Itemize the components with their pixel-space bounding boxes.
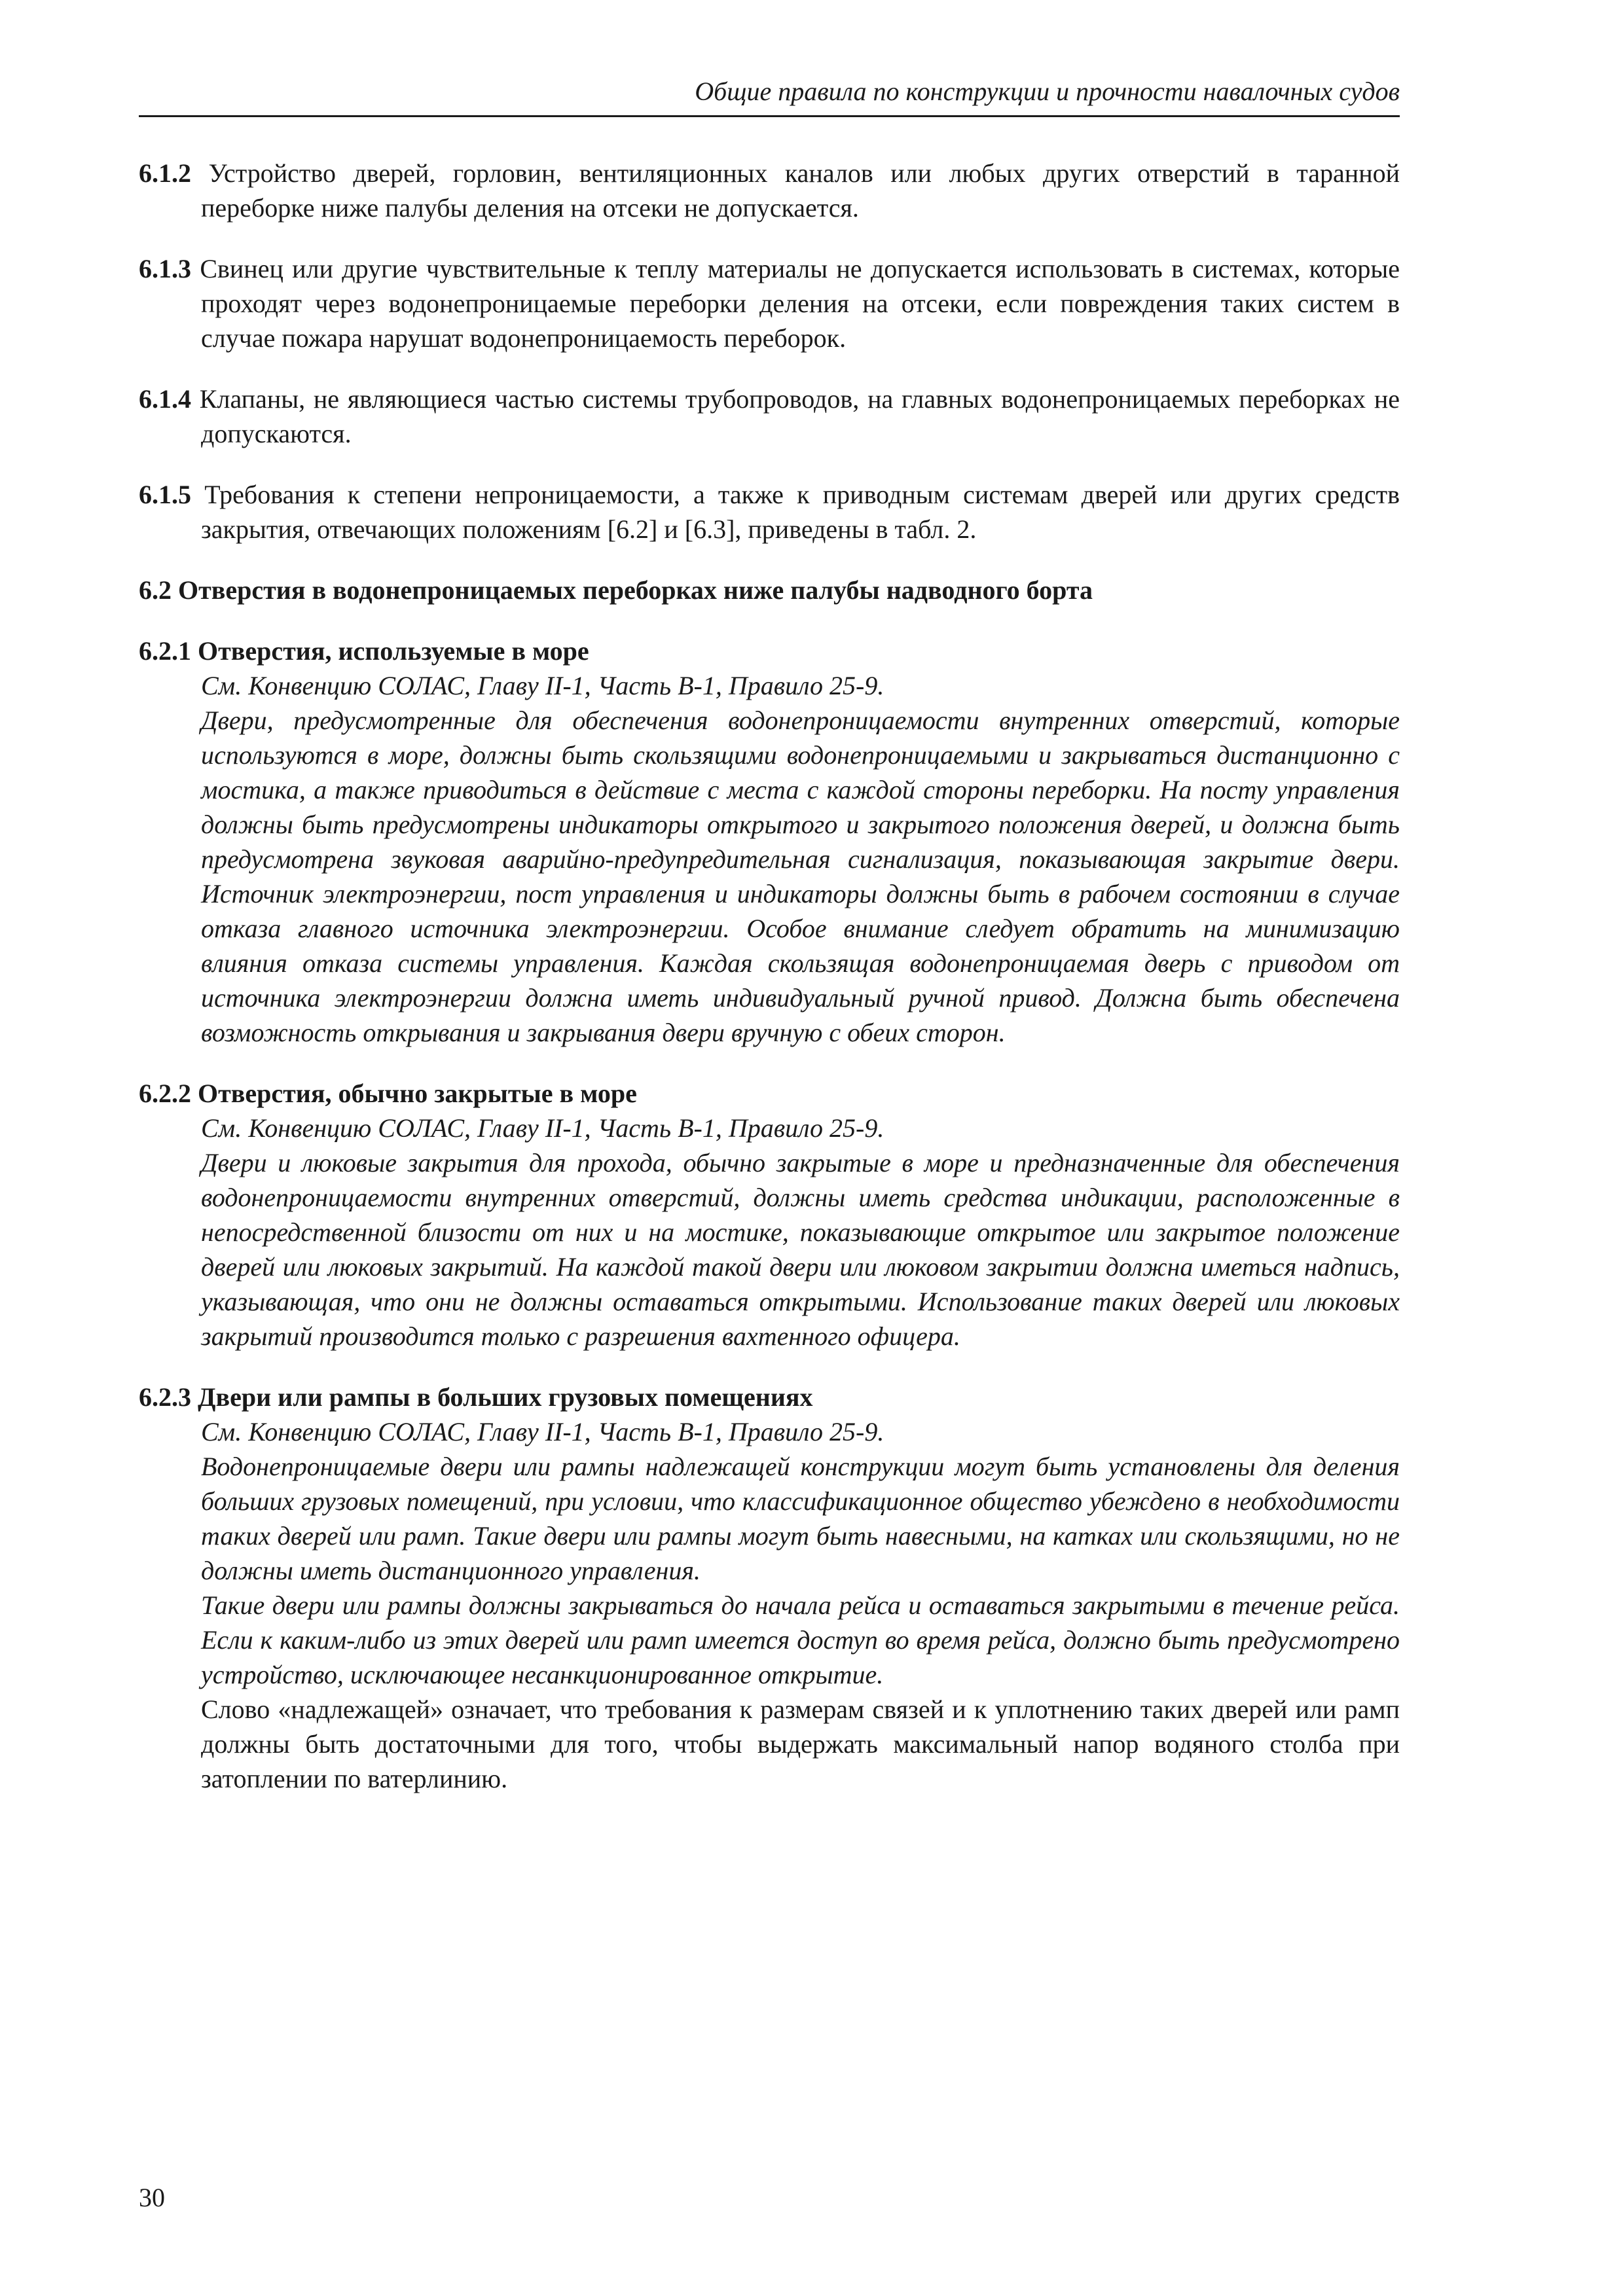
subsection-text: Водонепроницаемые двери или рампы надлежащей конструкции могут быть установлены для деления больших грузовых помещений, при условии, что классификационное общество убеждено в необходимости таких дверей или рамп. Такие двери или рампы могут быть навесными, на катках или скользящими, но не должны иметь дистанционного управления. xyxy=(201,1452,1400,1585)
section-title-6-2: 6.2 Отверстия в водонепроницаемых переборках ниже палубы надводного борта xyxy=(139,575,1093,605)
convention-reference: См. Конвенцию СОЛАС, Главу II-1, Часть B-1, Правило 25-9. xyxy=(201,1417,884,1446)
subsection-number: 6.2.2 xyxy=(139,1079,191,1108)
page-body xyxy=(139,156,1400,1822)
page-number: 30 xyxy=(139,2183,165,2212)
paragraph-number: 6.1.3 xyxy=(139,254,191,283)
paragraph-number: 6.1.2 xyxy=(139,158,191,188)
subsection-6-2-2 xyxy=(139,1076,1400,1354)
header-rule xyxy=(139,115,1400,117)
convention-reference: См. Конвенцию СОЛАС, Главу II-1, Часть B-1, Правило 25-9. xyxy=(201,1113,884,1143)
subsection-text-continued: Такие двери или рампы должны закрываться до начала рейса и оставаться закрытыми в течение рейса. Если к каким-либо из этих дверей или рамп имеется доступ во время рейса, должно быть предусмотрено устройство, исключающее несанкционированное открытие. xyxy=(201,1590,1400,1689)
subsection-title: Отверстия, обычно закрытые в море xyxy=(198,1079,637,1108)
subsection-text: Двери и люковые закрытия для прохода, обычно закрытые в море и предназначенные для обеспечения водонепроницаемости внутренних отверстий, должны иметь средства индикации, расположенные в непосредственной близости от них и на мостике, показывающие открытое или закрытое положение дверей или люковых закрытий. На каждой такой двери или люковом закрытии должна иметься надпись, указывающая, что они не должны оставаться открытыми. Использование таких дверей или люковых закрытий производится только с разрешения вахтенного офицера. xyxy=(201,1148,1400,1351)
paragraph-6-1-5 xyxy=(139,477,1400,547)
paragraph-text: Клапаны, не являющиеся частью системы трубопроводов, на главных водонепроницаемых переборках не допускаются. xyxy=(199,384,1400,448)
subsection-heading xyxy=(139,1076,1400,1111)
subsection-6-2-3 xyxy=(139,1380,1400,1796)
subsection-body xyxy=(139,1111,1400,1354)
subsection-number: 6.2.3 xyxy=(139,1382,191,1412)
subsection-body xyxy=(139,1414,1400,1796)
subsection-number: 6.2.1 xyxy=(139,636,191,666)
convention-reference: См. Конвенцию СОЛАС, Главу II-1, Часть B-1, Правило 25-9. xyxy=(201,671,884,700)
subsection-body xyxy=(139,668,1400,1050)
subsection-heading xyxy=(139,1380,1400,1414)
paragraph-number: 6.1.5 xyxy=(139,480,191,509)
running-header: Общие правила по конструкции и прочности навалочных судов xyxy=(695,77,1400,106)
paragraph-6-1-4 xyxy=(139,382,1400,451)
subsection-6-2-1 xyxy=(139,634,1400,1050)
paragraph-text: Устройство дверей, горловин, вентиляционных каналов или любых других отверстий в таранной переборке ниже палубы деления на отсеки не допускается. xyxy=(201,158,1400,223)
paragraph-6-1-3 xyxy=(139,251,1400,355)
subsection-note: Слово «надлежащей» означает, что требования к размерам связей и к уплотнению таких дверей или рамп должны быть достаточными для того, чтобы выдержать максимальный напор водяного столба при затоплении по ватерлинию. xyxy=(201,1695,1400,1793)
paragraph-text: Свинец или другие чувствительные к теплу материалы не допускается использовать в системах, которые проходят через водонепроницаемые переборки деления на отсеки, если повреждения таких систем в случае пожара нарушат водонепроницаемость переборок. xyxy=(200,254,1400,353)
subsection-heading xyxy=(139,634,1400,668)
paragraph-number: 6.1.4 xyxy=(139,384,191,414)
subsection-text: Двери, предусмотренные для обеспечения водонепроницаемости внутренних отверстий, которые используются в море, должны быть скользящими водонепроницаемыми и закрываться дистанционно с мостика, а также приводиться в действие с места с каждой стороны переборки. На посту управления должны быть предусмотрены индикаторы открытого и закрытого положения дверей, и должна быть предусмотрена звуковая аварийно-предупредительная сигнализация, показывающая закрытие двери. Источник электроэнергии, пост управления и индикаторы должны быть в рабочем состоянии в случае отказа главного источника электроэнергии. Особое внимание следует обратить на минимизацию влияния отказа системы управления. Каждая скользящая водонепроницаемая дверь с приводом от источника электроэнергии должна иметь индивидуальный ручной привод. Должна быть обеспечена возможность открывания и закрывания двери вручную с обеих сторон. xyxy=(201,706,1400,1047)
paragraph-6-1-2 xyxy=(139,156,1400,225)
paragraph-text: Требования к степени непроницаемости, а также к приводным системам дверей или других средств закрытия, отвечающих положениям [6.2] и [6.3], приведены в табл. 2. xyxy=(201,480,1400,544)
subsection-title: Двери или рампы в больших грузовых помещениях xyxy=(198,1382,813,1412)
subsection-title: Отверстия, используемые в море xyxy=(198,636,589,666)
